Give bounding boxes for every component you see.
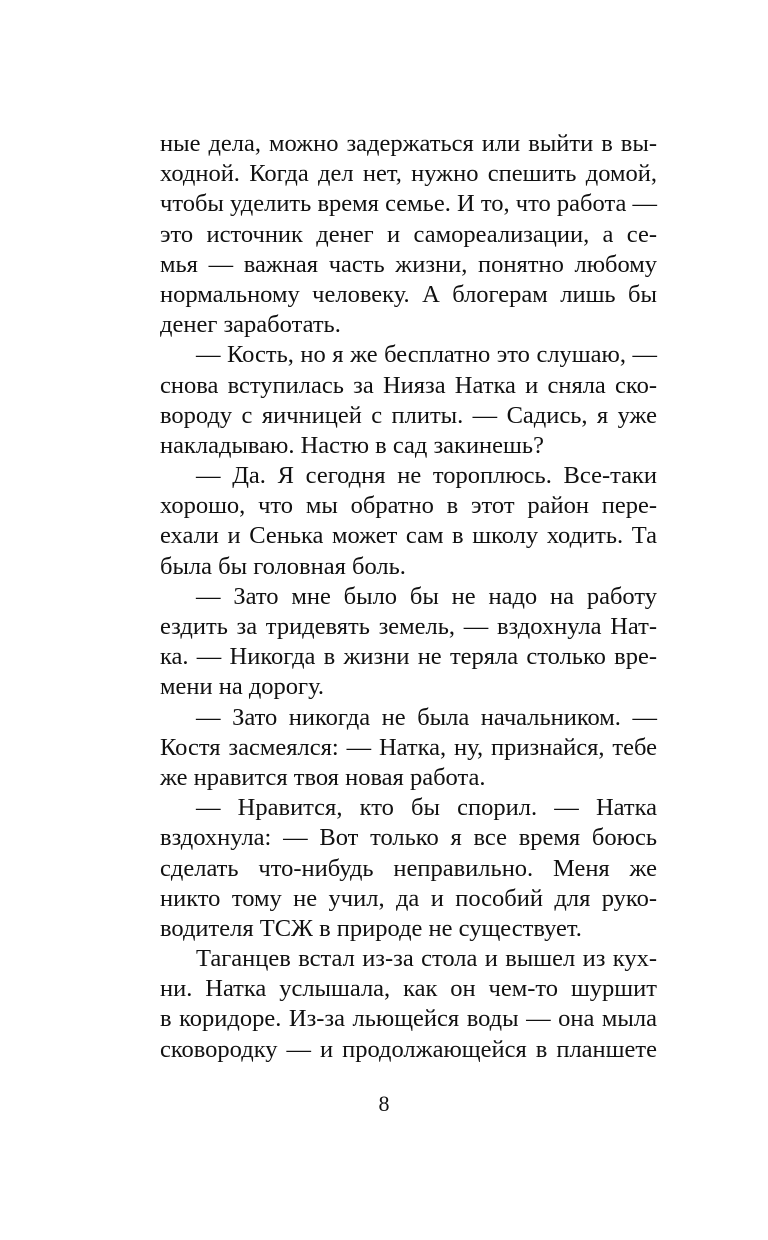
text-line: снова вступилась за Нияза Натка и сняла ско- — [160, 371, 657, 399]
text-line: водителя ТСЖ в природе не существует. — [160, 914, 582, 942]
text-line: сковородку — и продолжающейся в планшете — [160, 1035, 657, 1063]
text-line: же нравится твоя новая работа. — [160, 763, 486, 791]
paragraph — [160, 582, 657, 703]
text-line: ходной. Когда дел нет, нужно спешить домой, — [160, 160, 657, 188]
text-line: мени на дорогу. — [160, 673, 325, 701]
page-number: 8 — [378, 1091, 390, 1116]
text-line: это источник денег и самореализации, а се- — [160, 220, 657, 248]
paragraph — [160, 129, 657, 340]
text-line: никто тому не учил, да и пособий для руко- — [160, 884, 657, 912]
text-line: Таганцев встал из-за стола и вышел из кух- — [196, 945, 657, 973]
text-line: вздохнула: — Вот только я все время боюсь — [160, 824, 657, 852]
text-line: ни. Натка услышала, как он чем-то шуршит — [160, 975, 657, 1003]
text-line: ездить за тридевять земель, — вздохнула Нат- — [160, 613, 657, 640]
text-line: — Кость, но я же бесплатно это слушаю, — — [196, 341, 657, 369]
text-line: была бы головная боль. — [160, 552, 406, 580]
paragraph — [160, 793, 657, 944]
text-line: — Зато мне было бы не надо на работу — [196, 582, 657, 610]
text-line: ка. — Никогда в жизни не теряла столько вре- — [160, 643, 657, 671]
text-line: — Нравится, кто бы спорил. — Натка — [196, 794, 657, 822]
text-line: хорошо, что мы обратно в этот район пере- — [160, 492, 657, 520]
body-text — [160, 129, 657, 1065]
paragraph — [160, 461, 657, 582]
text-line: сделать что-нибудь неправильно. Меня же — [160, 854, 657, 882]
text-line: денег заработать. — [160, 311, 341, 339]
text-line: — Зато никогда не была начальником. — — [196, 703, 657, 731]
paragraph — [160, 703, 657, 794]
text-line: Костя засмеялся: — Натка, ну, признайся, тебе — [160, 733, 657, 761]
text-line: — Да. Я сегодня не тороплюсь. Все-таки — [196, 462, 657, 490]
text-line: мья — важная часть жизни, понятно любому — [160, 250, 657, 278]
text-line: накладываю. Настю в сад закинешь? — [160, 431, 544, 459]
paragraph — [160, 340, 657, 461]
text-line: нормальному человеку. А блогерам лишь бы — [160, 280, 657, 308]
text-line: ные дела, можно задержаться или выйти в вы- — [160, 130, 657, 157]
text-line: в коридоре. Из-за льющейся воды — она мыла — [160, 1005, 657, 1033]
paragraph — [160, 944, 657, 1065]
text-line: ехали и Сенька может сам в школу ходить. Та — [160, 522, 657, 550]
text-line: чтобы уделить время семье. И то, что работа — — [160, 190, 657, 218]
text-line: вороду с яичницей с плиты. — Садись, я уже — [160, 401, 657, 429]
